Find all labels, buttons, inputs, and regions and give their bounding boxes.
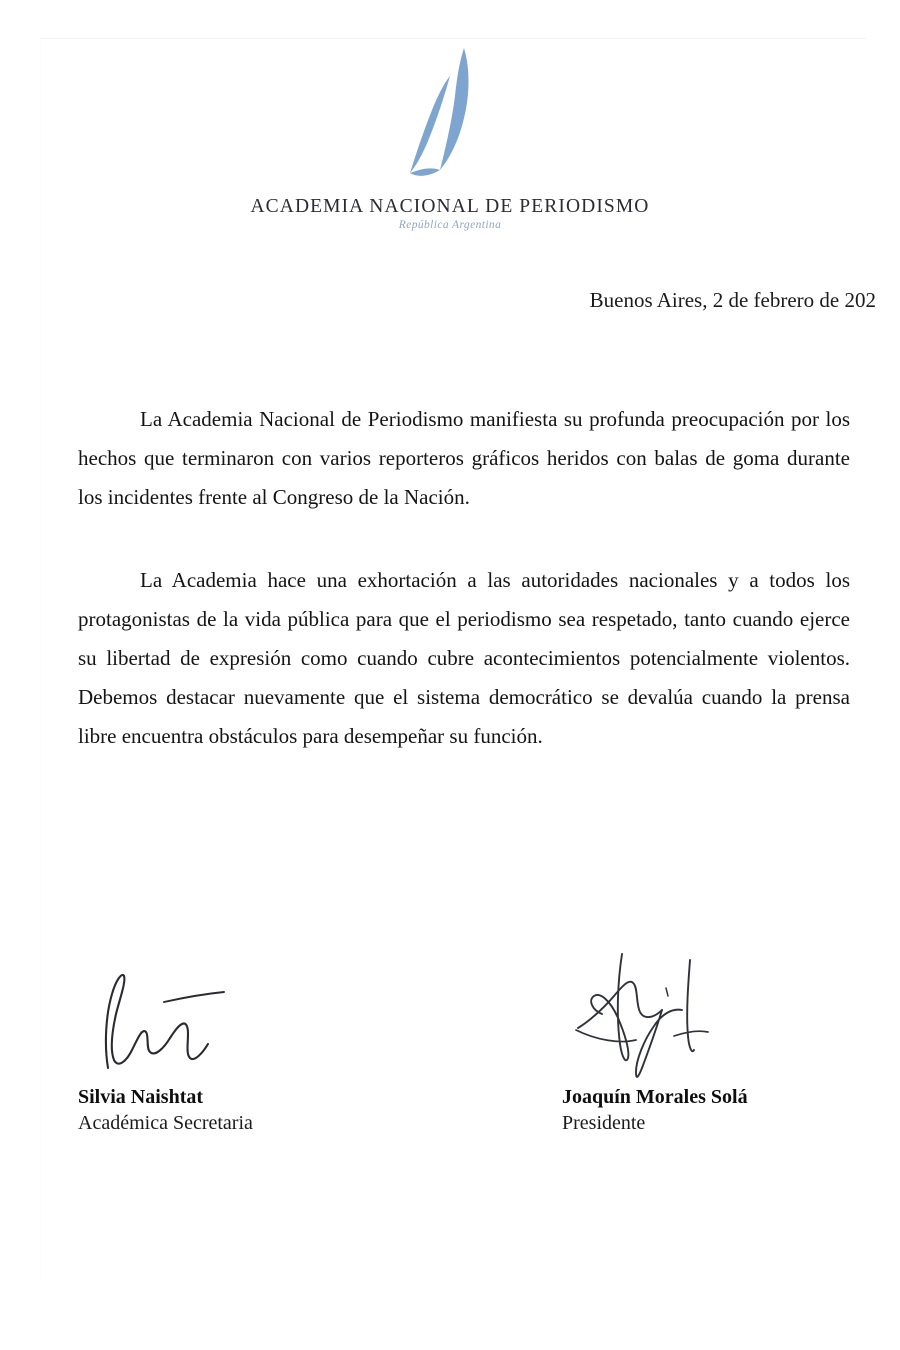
signatory-role: Académica Secretaria: [78, 1112, 253, 1134]
handwritten-signature-silvia-naishtat: [78, 940, 418, 1085]
page-top-edge: [40, 38, 866, 39]
quill-feather-icon: [390, 42, 510, 192]
body-paragraph: La Academia Nacional de Periodismo manifiesta su profunda preocupación por los hechos que terminaron con varios reporteros gráficos heridos con balas de goma durante los incidentes frente al Congreso de la Nación.: [78, 407, 850, 509]
letter-body: [78, 400, 850, 800]
body-paragraph: La Academia hace una exhortación a las autoridades nacionales y a todos los protagonistas de la vida pública para que el periodismo sea respetado, tanto cuando ejerce su libertad de expresión como cuando cubre acontecimientos potencialmente violentos. Debemos destacar nuevamente que el sistema democrático se devalúa cuando la prensa libre encuentra obstáculos para desempeñar su función.: [78, 568, 850, 748]
signatory-name: Silvia Naishtat: [78, 1086, 204, 1108]
organization-name: ACADEMIA NACIONAL DE PERIODISMO: [250, 196, 650, 217]
handwritten-signature-joaquin-morales-sola: [562, 940, 900, 1085]
signatory-role: Presidente: [562, 1112, 646, 1134]
letterhead: [0, 42, 900, 231]
signatory: [78, 940, 418, 1136]
signatory: [562, 940, 900, 1136]
signature-block: [78, 940, 850, 1160]
organization-subtitle: República Argentina: [398, 219, 502, 231]
dateline: Buenos Aires, 2 de febrero de 202: [589, 288, 876, 312]
signatory-name: Joaquín Morales Solá: [562, 1086, 748, 1108]
